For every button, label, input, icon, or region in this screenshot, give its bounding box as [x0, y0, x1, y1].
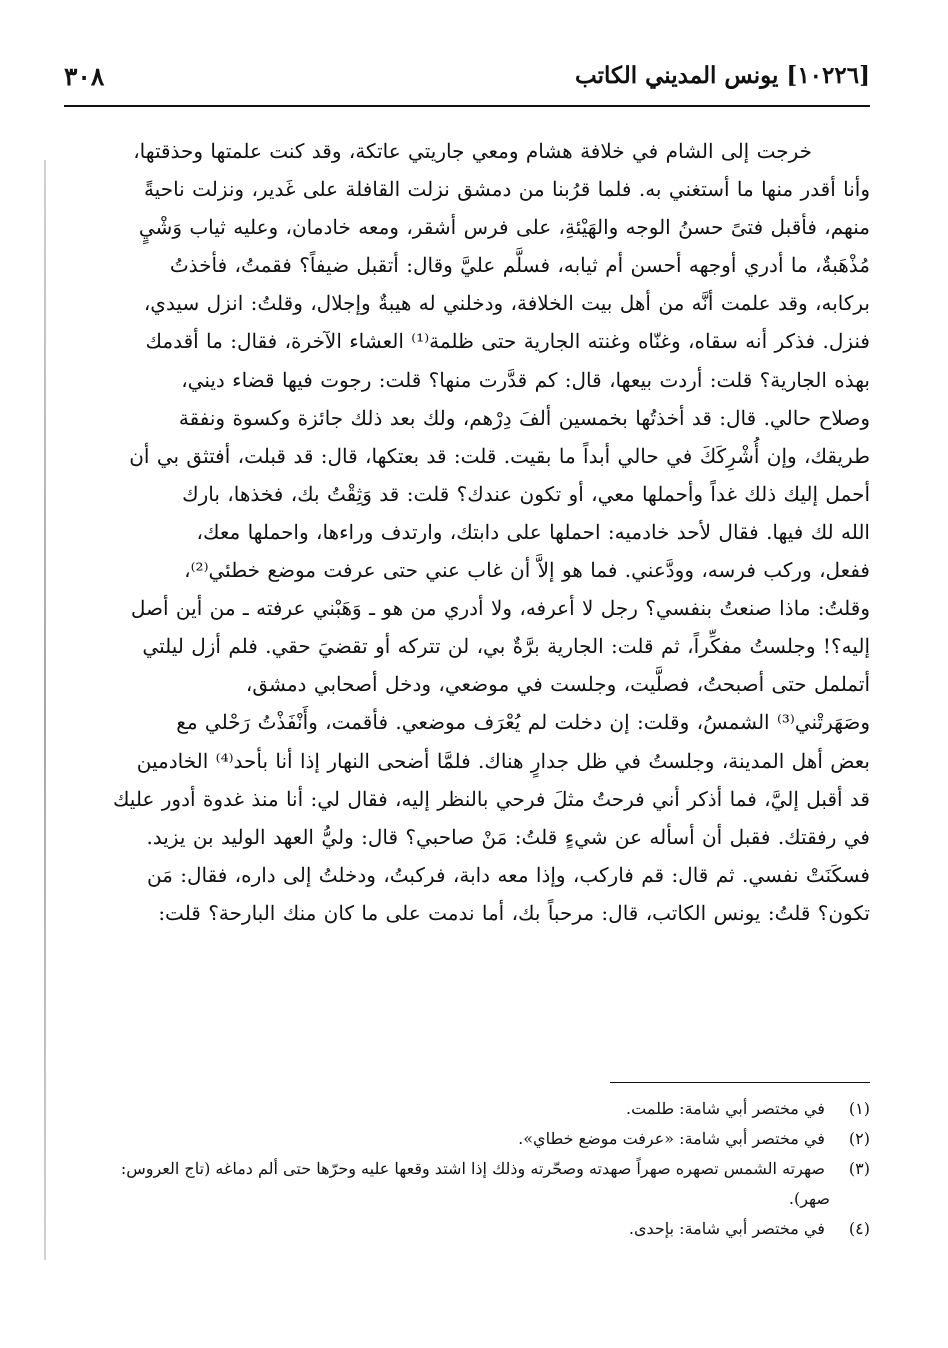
footnotes [64, 1094, 870, 1244]
footnote-text: صهرته الشمس تصهره صهراً صهدته وصحّرته وذلك إذا اشتد وقعها عليه وحرّها حتى ألم دماغه (تاج العروس: [120, 1159, 825, 1178]
text-line: أتململ حتى أصبحتُ، فصلَّيت، وجلست في موضعي، ودخل أصحابي دمشق، [245, 672, 870, 697]
footnote-text: في مختصر أبي شامة: «عرفت موضع خطاي». [518, 1129, 825, 1148]
text-line: طريقك، وإن أُشْرِكَكَ في حالي أبداً ما بقيت. قلت: قد بعتكها، قال: قد قبلت، أفتثق بي أن [129, 443, 870, 468]
footnote-text: في مختصر أبي شامة: طلمت. [626, 1099, 825, 1118]
text-line: فسكَنَتْ نفسي. ثم قال: قم فاركب، وإذا معه دابة، فركبتُ، ودخلتُ إلى داره، فقال: مَن [146, 862, 870, 887]
main-text [64, 132, 870, 932]
text-line: منهم، فأقبل فتىً حسنُ الوجه والهَيْئةِ، على فرس أشقر، ومعه خادمان، وعليه ثياب وَشْيٍ [138, 215, 870, 240]
text-line: ففعل، وركب فرسه، وودَّعني. فما هو إلاَّ أن غاب عني حتى عرفت موضع خطئي⁽²⁾، [184, 558, 870, 583]
footnote-1 [64, 1094, 870, 1124]
text-line: وقلتُ: ماذا صنعتُ بنفسي؟ رجل لا أعرفه، ولا أدري من هو ـ وَهَبْني عرفته ـ من أين أصل [130, 596, 870, 621]
running-header [64, 58, 870, 102]
text-line: فنزل. فذكر أنه سقاه، وغنّاه وغنته الجارية حتى ظلمة⁽¹⁾ العشاء الآخرة، فقال: ما أقدمك [145, 329, 870, 354]
text-line: وصلاح حالي. قال: قد أخذتُها بخمسين ألفَ دِرْهم، ولك بعد ذلك جائزة وكسوة ونفقة [178, 405, 870, 430]
text-line: قد أقبل إليَّ، فما أذكر أني فرحتُ مثلَ فرحي بالنظر إليه، فقال لي: أنا منذ غدوة أدور عليك [112, 786, 870, 811]
text-line: إليه؟! وجلستُ مفكِّراً، ثم قلت: الجارية برَّةٌ بي، لن تتركه أو تقضيَ حقي. فلم أزل ليلتي [142, 634, 870, 659]
footnote-number: (٤) [848, 1219, 870, 1238]
footnote-divider [610, 1082, 870, 1083]
text-line: في رفقتك. فقبل أن أسأله عن شيءٍ قلتُ: مَنْ صاحبي؟ قال: وليُّ العهد الوليد بن يزيد. [146, 824, 870, 849]
text-line: وصَهَرتْني⁽³⁾ الشمسُ، وقلت: إن دخلت لم يُعْرَف موضعي. فأقمت، وأَنْفَذْتُ رَحْلي مع [176, 710, 870, 735]
text-line: مُذْهَبةٌ، ما أدري أوجهه أحسن أم ثيابه، فسلَّم عليَّ وقال: أتقبل ضيفاً؟ فقمتُ، فأخذتُ [169, 253, 870, 278]
page-binding-shadow [44, 160, 46, 1260]
page-number: ٣٠٨ [64, 62, 105, 91]
text-line: بهذه الجارية؟ قلت: أردت بيعها، قال: كم قدَّرت منها؟ قلت: رجوت فيها قضاء ديني، [181, 367, 870, 392]
text-line: بعض أهل المدينة، وجلستُ في ظل جدارٍ هناك. فلمَّا أضحى النهار إذا أنا بأحد⁽⁴⁾ الخادمين [136, 748, 870, 773]
footnote-number: (١) [848, 1099, 870, 1118]
text-line: بركابه، وقد علمت أنَّه من أهل بيت الخلافة، ودخلني له هيبةٌ وإجلال، وقلتُ: انزل سيدي، [143, 291, 870, 316]
header-divider [64, 105, 870, 107]
text-line: وأنا أقدر منها ما أستغني به. فلما قرُبنا من دمشق نزلت القافلة على غَدير، ونزلت ناحيةً [143, 177, 870, 202]
footnote-4 [64, 1214, 870, 1244]
footnote-number: (٢) [848, 1129, 870, 1148]
text-line: أحمل إليك ذلك غداً وأحملها معي، أو تكون عندك؟ قلت: قد وَثِقْتُ بك، فخذها، بارك [182, 481, 870, 506]
footnote-continuation: صهر). [788, 1189, 830, 1208]
text-line: تكون؟ قلتُ: يونس الكاتب، قال: مرحباً بك، أما ندمت على ما كان منك البارحة؟ قلت: [158, 900, 870, 925]
footnote-2 [64, 1124, 870, 1154]
text-line: خرجت إلى الشام في خلافة هشام ومعي جاريتي عاتكة، وقد كنت علمتها وحذقتها، [133, 139, 812, 163]
running-title: [١٠٢٢٦] يونس المديني الكاتب [575, 62, 870, 89]
footnote-text: في مختصر أبي شامة: بإحدى. [628, 1219, 825, 1238]
text-line: الله لك فيها. فقال لأحد خادميه: احملها على دابتك، وارتدف وراءها، واحملها معك، [196, 519, 870, 544]
footnote-3 [64, 1154, 870, 1214]
footnote-number: (٣) [848, 1159, 870, 1178]
